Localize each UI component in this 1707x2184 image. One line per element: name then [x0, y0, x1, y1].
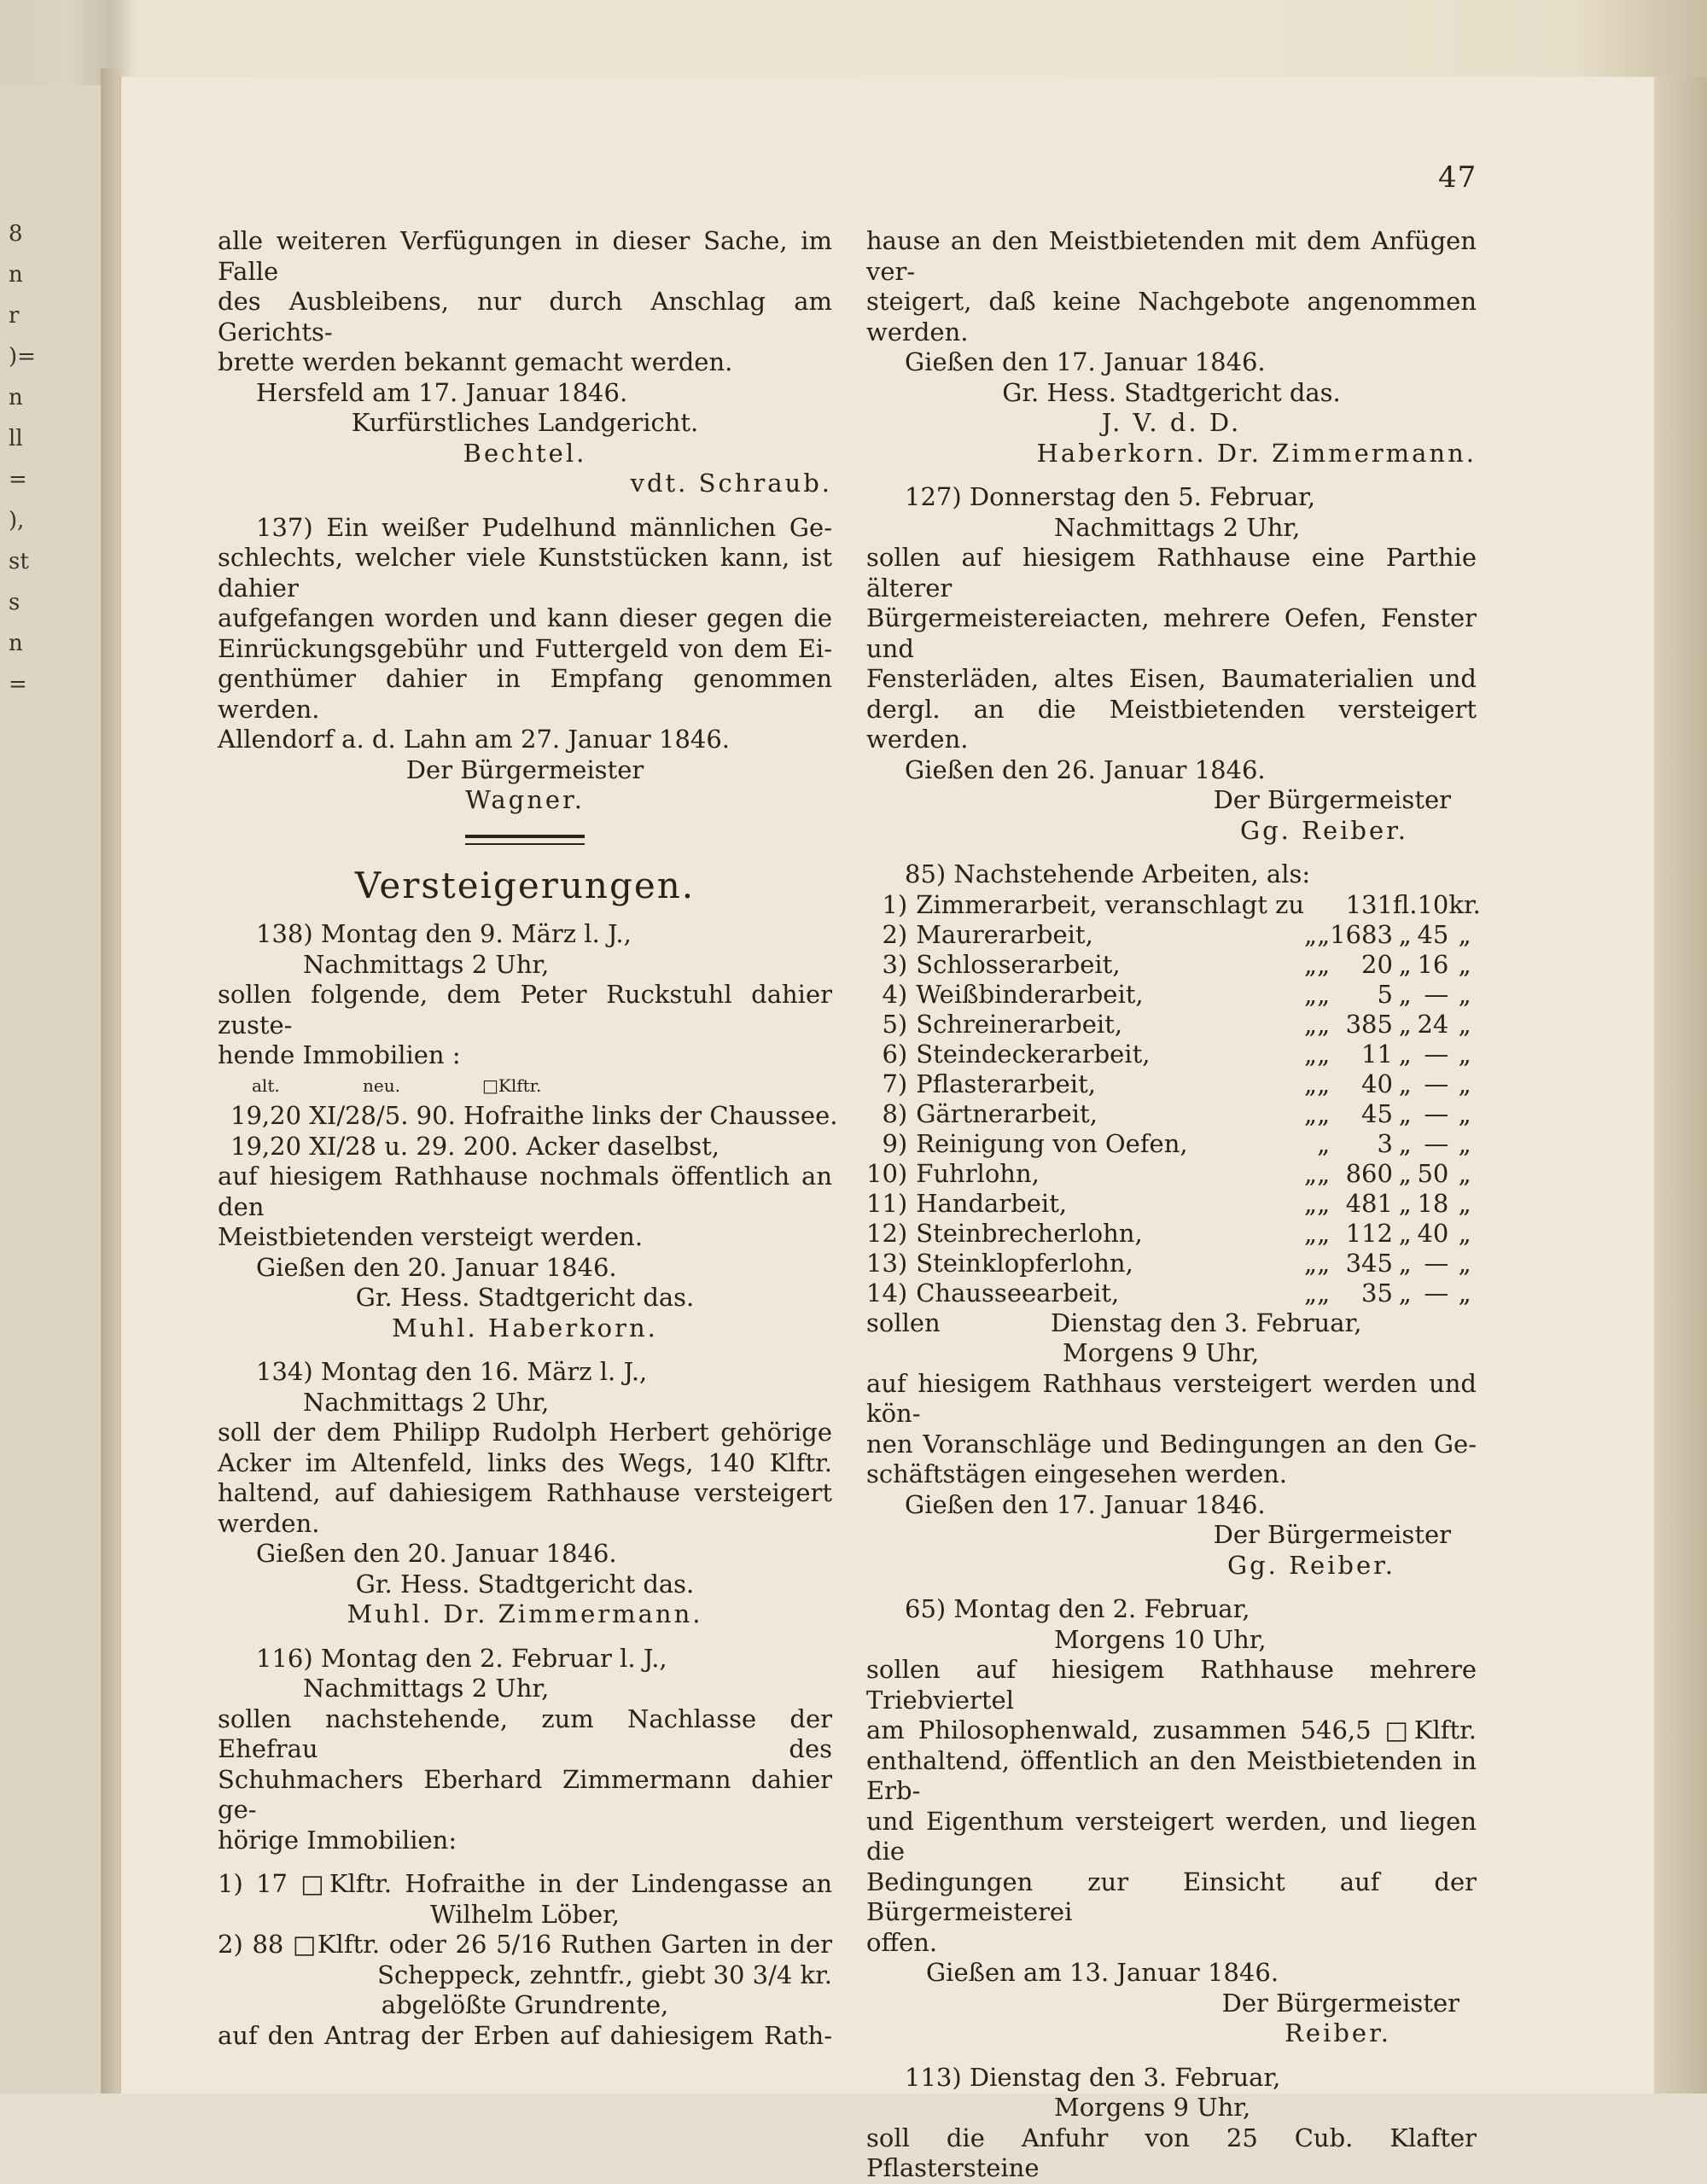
works-cell-u1: „ — [1398, 1218, 1412, 1248]
text-line: hörige Immobilien: — [218, 1825, 457, 1855]
notice-continued — [218, 226, 832, 499]
works-row — [866, 1219, 1481, 1249]
notice-head: 127) Donnerstag den 5. Februar, — [905, 482, 1316, 511]
place-date: Gießen den 17. Januar 1846. — [905, 1489, 1266, 1519]
works-cell-u1: „ — [1398, 1158, 1412, 1188]
works-cell-a: 11 — [1361, 1039, 1393, 1069]
title: Der Bürgermeister — [405, 754, 644, 784]
works-cell-a: 131 — [1345, 889, 1393, 919]
notice-127 — [866, 482, 1477, 846]
works-cell-q2: „ — [1317, 1248, 1331, 1278]
works-row — [866, 1159, 1481, 1189]
text-line: Schuhmachers Eberhard Zimmermann dahier ge- — [218, 1764, 832, 1824]
works-cell-u1: „ — [1398, 1069, 1412, 1098]
property-row: 19,20 XI/28/5. 90. Hofraithe links der Chaussee. — [230, 1101, 838, 1130]
text-line: des Ausbleibens, nur durch Anschlag am Gerichts- — [218, 287, 832, 347]
text-line: soll der dem Philipp Rudolph Herbert gehörige — [218, 1418, 832, 1447]
col-header: □Klftr. — [482, 1075, 542, 1096]
left-margin-fragments — [9, 213, 60, 705]
place-date: Allendorf a. d. Lahn am 27. Januar 1846. — [218, 725, 731, 754]
margin-char: s — [9, 590, 20, 615]
property-column-headers — [218, 1071, 832, 1102]
works-cell-n: 4) — [882, 979, 908, 1009]
notice-134 — [218, 1357, 832, 1630]
works-cell-w: Maurerarbeit, — [916, 919, 1093, 949]
signature: J. V. d. D. — [1101, 408, 1242, 437]
right-column — [866, 226, 1481, 2184]
works-cell-q2 — [1317, 890, 1330, 920]
works-row — [866, 1099, 1481, 1129]
works-cell-q2: „ — [1317, 1218, 1331, 1248]
works-cell-n: 13) — [866, 1248, 908, 1278]
works-cell-a: 5 — [1377, 979, 1393, 1009]
works-cell-n: 10) — [866, 1158, 908, 1188]
works-cell-q1: „ — [1304, 1069, 1318, 1098]
text-line: haltend, auf dahiesigem Rathhause versteigert werden. — [218, 1478, 832, 1538]
text-line: soll die Anfuhr von 25 Cub. Klafter Pflastersteine — [866, 2123, 1477, 2182]
works-cell-k: — — [1424, 1098, 1449, 1128]
text-line: nen Voranschläge und Bedingungen an den Ge- — [866, 1429, 1477, 1459]
notice-138 — [218, 919, 838, 1343]
notice-time: Morgens 9 Uhr, — [1054, 2093, 1251, 2122]
works-cell-u1: „ — [1398, 1009, 1412, 1039]
text-line: genthümer dahier in Empfang genommen werden. — [218, 664, 832, 724]
works-cell-u2: „ — [1458, 979, 1471, 1009]
works-cell-a: 385 — [1345, 1009, 1393, 1039]
notice-time-row — [866, 1308, 1477, 1339]
authority: Kurfürstliches Landgericht. — [351, 408, 699, 437]
works-cell-u1: „ — [1398, 1098, 1412, 1128]
works-row — [866, 950, 1481, 980]
margin-char: 8 — [9, 221, 23, 247]
works-cell-a: 112 — [1345, 1218, 1393, 1248]
text-line: sollen nachstehende, zum Nachlasse der Ehefrau des — [218, 1704, 832, 1763]
works-row — [866, 1189, 1481, 1219]
works-cell-n: 12) — [866, 1218, 908, 1248]
margin-char: ), — [9, 508, 25, 533]
margin-char: n — [9, 262, 23, 288]
works-cell-q2: „ — [1317, 1278, 1331, 1307]
place-date: Gießen den 20. Januar 1846. — [256, 1539, 617, 1568]
works-cell-w: Chausseearbeit, — [916, 1278, 1120, 1307]
works-cell-n: 14) — [866, 1278, 908, 1307]
margin-char: )= — [9, 344, 36, 370]
text-line: sollen auf hiesigem Rathhause mehrere Triebviertel — [866, 1655, 1477, 1715]
works-cell-u1: fl. — [1392, 889, 1418, 919]
list-item-continued: Scheppeck, zehntfr., giebt 30 3/4 kr. — [377, 1960, 832, 1989]
works-cell-a: 860 — [1345, 1158, 1393, 1188]
works-cell-k: — — [1424, 979, 1449, 1009]
works-row — [866, 890, 1481, 920]
works-cell-k: 40 — [1417, 1218, 1449, 1248]
works-row — [866, 920, 1481, 950]
section-heading: Versteigerungen. — [354, 864, 696, 906]
margin-char: n — [9, 385, 23, 411]
works-cell-q1: „ — [1304, 1248, 1318, 1278]
title: Der Bürgermeister — [1213, 785, 1451, 814]
works-cell-u1: „ — [1398, 1248, 1412, 1278]
text-line: enthaltend, öffentlich an den Meistbietenden in Erb- — [866, 1745, 1477, 1805]
signature: Muhl. Haberkorn. — [392, 1313, 658, 1342]
works-cell-k: 16 — [1417, 949, 1449, 979]
works-cell-w: Fuhrlohn, — [916, 1158, 1040, 1188]
works-cell-u2: „ — [1458, 1069, 1471, 1098]
notice-116 — [218, 1644, 832, 2052]
works-cell-q2: „ — [1317, 1039, 1331, 1069]
works-cell-k: 10 — [1417, 889, 1449, 919]
text-line: brette werden bekannt gemacht werden. — [218, 347, 733, 376]
works-row — [866, 1129, 1481, 1159]
notice-time: Morgens 9 Uhr, — [1063, 1338, 1260, 1367]
text-line: sollen auf hiesigem Rathhause eine Parthie älterer — [866, 543, 1477, 603]
works-row — [866, 1249, 1481, 1278]
works-cell-u1: „ — [1398, 1039, 1412, 1069]
works-cell-a: 20 — [1361, 949, 1393, 979]
notice-time: Nachmittags 2 Uhr, — [303, 1674, 550, 1703]
works-cell-k: — — [1424, 1039, 1449, 1069]
works-cell-a: 45 — [1361, 1098, 1393, 1128]
text-line: Bedingungen zur Einsicht auf der Bürgermeisterei — [866, 1867, 1477, 1926]
works-cell-u2: „ — [1458, 1248, 1471, 1278]
notice-time: Nachmittags 2 Uhr, — [1054, 512, 1301, 542]
notice-head: 113) Dienstag den 3. Februar, — [905, 2062, 1281, 2092]
works-cell-q1: „ — [1304, 1098, 1318, 1128]
works-cell-q2: „ — [1317, 1188, 1331, 1218]
notice-head: 134) Montag den 16. März l. J., — [256, 1357, 648, 1386]
works-cell-q2: „ — [1317, 919, 1331, 949]
works-cell-u2: „ — [1458, 1158, 1471, 1188]
works-cell-u2: „ — [1458, 1009, 1471, 1039]
title: Der Bürgermeister — [1221, 1988, 1459, 2018]
works-cell-q1: „ — [1304, 1218, 1318, 1248]
margin-char: n — [9, 631, 23, 656]
works-cell-k: 45 — [1417, 919, 1449, 949]
works-cell-w: Pflasterarbeit, — [916, 1069, 1096, 1098]
text-line: dergl. an die Meistbietenden versteigert werden. — [866, 694, 1477, 754]
works-cell-u1: „ — [1398, 1128, 1412, 1158]
text-line: auf den Antrag der Erben auf dahiesigem Rath- — [218, 2020, 832, 2050]
works-cell-w: Steinklopferlohn, — [916, 1248, 1133, 1278]
notice-head: 65) Montag den 2. Februar, — [905, 1594, 1250, 1623]
list-item: 2) 88 □Klftr. oder 26 5/16 Ruthen Garten in der — [218, 1930, 832, 1959]
divider — [465, 835, 585, 845]
notice-head: 116) Montag den 2. Februar l. J., — [256, 1643, 667, 1673]
works-cell-u2: kr. — [1448, 889, 1481, 919]
signature: Reiber. — [1285, 2018, 1391, 2047]
works-cell-n: 3) — [882, 949, 908, 979]
works-cell-n: 9) — [882, 1128, 908, 1158]
text-line: schäftstägen eingesehen werden. — [866, 1459, 1288, 1488]
text-line: auf hiesigem Rathhaus versteigert werden und kön- — [866, 1368, 1477, 1428]
margin-char: = — [9, 467, 27, 492]
text-line: auf hiesigem Rathhause nochmals öffentlich an den — [218, 1162, 832, 1221]
text-line: Bürgermeistereiacten, mehrere Oefen, Fenster und — [866, 603, 1477, 663]
text-line: aufgefangen worden und kann dieser gegen die — [218, 603, 832, 632]
works-cell-a: 40 — [1361, 1069, 1393, 1098]
works-cell-u1: „ — [1398, 949, 1412, 979]
text-line: hause an den Meistbietenden mit dem Anfügen ver- — [866, 226, 1477, 286]
works-cell-q1: „ — [1304, 1278, 1318, 1307]
works-cell-q1: „ — [1304, 1039, 1318, 1069]
works-cell-k: 50 — [1417, 1158, 1449, 1188]
col-header: neu. — [363, 1075, 400, 1096]
works-cell-u2: „ — [1458, 1218, 1471, 1248]
works-cell-q2: „ — [1317, 979, 1331, 1009]
works-cell-u1: „ — [1398, 1278, 1412, 1307]
works-cell-u1: „ — [1398, 919, 1412, 949]
margin-char: st — [9, 549, 29, 574]
works-cell-q1 — [1304, 890, 1317, 920]
margin-char: r — [9, 303, 20, 329]
works-cell-u2: „ — [1458, 1098, 1471, 1128]
works-cell-w: Weißbinderarbeit, — [916, 979, 1144, 1009]
works-cell-u2: „ — [1458, 1128, 1471, 1158]
works-cell-w: Steinbrecherlohn, — [916, 1218, 1143, 1248]
text-line: schlechts, welcher viele Kunststücken kann, ist dahier — [218, 543, 832, 603]
works-row — [866, 980, 1481, 1010]
works-cell-q1: „ — [1304, 949, 1318, 979]
place-date: Gießen den 17. Januar 1846. — [905, 347, 1266, 376]
notice-85 — [866, 859, 1481, 1581]
text-line: offen. — [866, 1927, 938, 1957]
works-cell-q1: „ — [1304, 1188, 1318, 1218]
signature: Bechtel. — [463, 438, 587, 468]
place-date: Gießen den 26. Januar 1846. — [905, 754, 1266, 784]
works-cell-u2: „ — [1458, 949, 1471, 979]
works-cell-k: — — [1424, 1069, 1449, 1098]
works-cell-q2: „ — [1317, 1158, 1331, 1188]
works-row — [866, 1040, 1481, 1069]
signature: Gg. Reiber. — [1226, 1550, 1395, 1580]
works-cell-k: 24 — [1417, 1009, 1449, 1039]
works-cell-u2: „ — [1458, 1188, 1471, 1218]
works-cell-k: — — [1424, 1248, 1449, 1278]
works-cell-n: 6) — [882, 1039, 908, 1069]
text-line: und Eigenthum versteigert werden, und liegen die — [866, 1806, 1477, 1866]
works-row — [866, 1278, 1481, 1308]
works-cell-q2: „ — [1317, 1128, 1331, 1158]
works-cell-q2: „ — [1317, 1009, 1331, 1039]
list-item-continued: abgelößte Grundrente, — [381, 1990, 669, 2019]
authority: Gr. Hess. Stadtgericht das. — [1002, 377, 1341, 407]
works-cell-a: 345 — [1345, 1248, 1393, 1278]
place-date: Gießen den 20. Januar 1846. — [256, 1252, 617, 1282]
notice-day: Dienstag den 3. Februar, — [1050, 1307, 1362, 1337]
notice-time: Morgens 10 Uhr, — [1054, 1624, 1267, 1654]
notice-113 — [866, 2063, 1477, 2184]
works-cell-n: 2) — [882, 919, 908, 949]
text-line: Einrückungsgebühr und Futtergeld von dem Ei- — [218, 633, 832, 663]
works-cell-n: 1) — [882, 889, 908, 919]
col-header: alt. — [252, 1075, 280, 1096]
margin-char: ll — [9, 426, 23, 451]
works-cell-q1: „ — [1304, 1158, 1318, 1188]
notice-137 — [218, 513, 832, 816]
signature: Gg. Reiber. — [1239, 815, 1408, 845]
notice-time: Nachmittags 2 Uhr, — [303, 1387, 550, 1417]
works-cell-k: — — [1424, 1128, 1449, 1158]
works-cell-q1: „ — [1304, 919, 1318, 949]
works-cell-q1: „ — [1304, 979, 1318, 1009]
signature: Muhl. Dr. Zimmermann. — [347, 1599, 703, 1628]
authority: Gr. Hess. Stadtgericht das. — [355, 1283, 695, 1312]
works-cell-w: Reinigung von Oefen, — [916, 1128, 1188, 1158]
works-cell-w: Steindeckerarbeit, — [916, 1039, 1151, 1069]
works-row — [866, 1010, 1481, 1040]
works-cell-n: 11) — [866, 1188, 908, 1218]
text-word: sollen — [866, 1307, 941, 1337]
left-column — [218, 226, 838, 2051]
text-line: steigert, daß keine Nachgebote angenommen werden. — [866, 287, 1477, 347]
works-table — [866, 890, 1481, 1308]
works-cell-a: 35 — [1361, 1278, 1393, 1307]
works-cell-u1: „ — [1398, 979, 1412, 1009]
works-cell-u2: „ — [1458, 919, 1471, 949]
place-date: Gießen am 13. Januar 1846. — [926, 1958, 1279, 1987]
notice-continued — [866, 226, 1477, 469]
works-cell-w: Zimmerarbeit, veranschlagt zu — [916, 889, 1305, 919]
authority: Gr. Hess. Stadtgericht das. — [355, 1569, 695, 1599]
notice-head: 138) Montag den 9. März l. J., — [256, 919, 632, 948]
works-cell-a: 1683 — [1330, 919, 1393, 949]
works-cell-u2: „ — [1458, 1039, 1471, 1069]
property-row: 19,20 XI/28 u. 29. 200. Acker daselbst, — [230, 1131, 720, 1161]
works-cell-w: Schreinerarbeit, — [916, 1009, 1123, 1039]
works-cell-q2: „ — [1317, 949, 1331, 979]
list-item-continued: Wilhelm Löber, — [429, 1899, 620, 1929]
text-line: Acker im Altenfeld, links des Wegs, 140 Klftr. — [218, 1447, 832, 1477]
text-line: alle weiteren Verfügungen in dieser Sache, im Falle — [218, 226, 832, 286]
works-cell-u1: „ — [1398, 1188, 1412, 1218]
works-cell-k: 18 — [1417, 1188, 1449, 1218]
text-line: sollen folgende, dem Peter Ruckstuhl dahier zuste- — [218, 980, 832, 1040]
works-row — [866, 1069, 1481, 1099]
works-cell-w: Gärtnerarbeit, — [916, 1098, 1098, 1128]
text-line: Fensterläden, altes Eisen, Baumaterialien und — [866, 664, 1477, 693]
list-item: 1) 17 □Klftr. Hofraithe in der Lindengasse an — [218, 1869, 832, 1898]
works-cell-a: 481 — [1345, 1188, 1393, 1218]
works-cell-u2: „ — [1458, 1278, 1471, 1307]
margin-char: = — [9, 672, 27, 697]
works-cell-k: — — [1424, 1278, 1449, 1307]
works-cell-n: 7) — [882, 1069, 908, 1098]
works-cell-n: 8) — [882, 1098, 908, 1128]
notice-65 — [866, 1594, 1477, 2049]
works-cell-w: Handarbeit, — [916, 1188, 1068, 1218]
works-cell-q2: „ — [1317, 1069, 1331, 1098]
text-line: hende Immobilien : — [218, 1040, 461, 1069]
works-cell-w: Schlosserarbeit, — [916, 949, 1121, 979]
works-cell-q1: „ — [1304, 1009, 1318, 1039]
notice-time: Nachmittags 2 Uhr, — [303, 949, 550, 979]
page-number: 47 — [1438, 160, 1477, 195]
works-cell-n: 5) — [882, 1009, 908, 1039]
notice-head: 85) Nachstehende Arbeiten, als: — [905, 859, 1311, 888]
place-date: Hersfeld am 17. Januar 1846. — [256, 377, 628, 407]
text-line: am Philosophenwald, zusammen 546,5 □Klftr. — [866, 1715, 1477, 1744]
page-edge — [1654, 77, 1707, 2094]
signature: vdt. Schraub. — [630, 469, 832, 498]
text-line: Meistbietenden versteigt werden. — [218, 1222, 644, 1251]
signature: Wagner. — [465, 785, 585, 814]
works-cell-a: 3 — [1377, 1128, 1393, 1158]
title: Der Bürgermeister — [1213, 1520, 1451, 1549]
works-cell-q2: „ — [1317, 1098, 1331, 1128]
signature: Haberkorn. Dr. Zimmermann. — [1036, 438, 1477, 468]
text-line: 137) Ein weißer Pudelhund männlichen Ge- — [256, 512, 832, 542]
works-cell-q1 — [1304, 1129, 1317, 1159]
